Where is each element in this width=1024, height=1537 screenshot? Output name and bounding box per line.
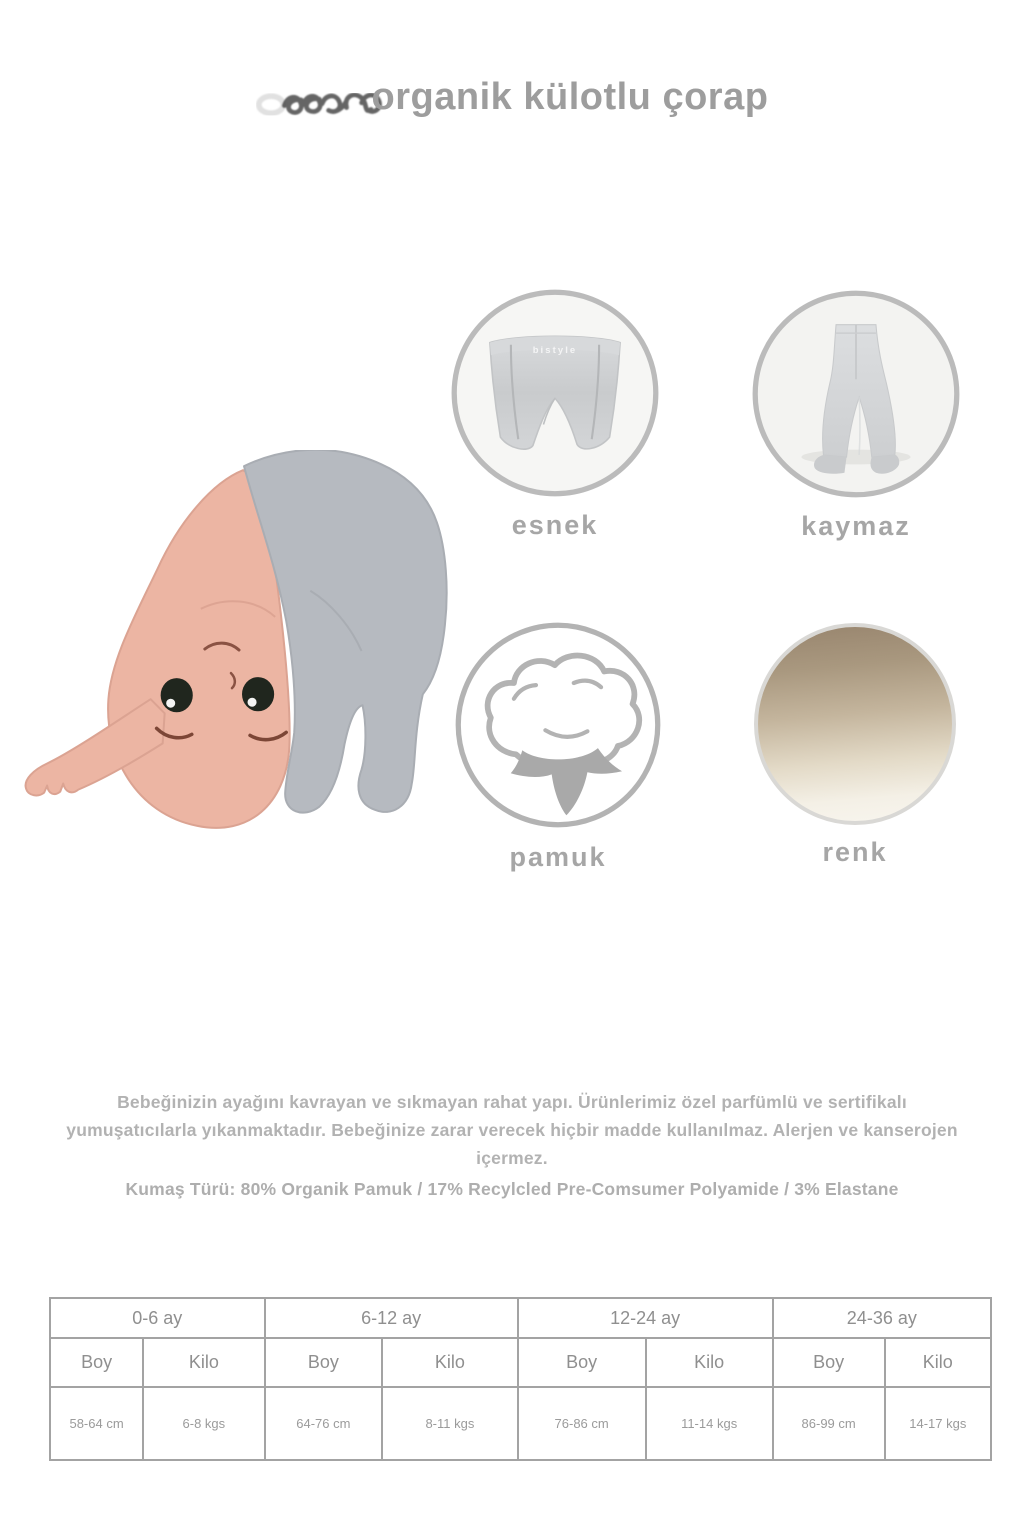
col-header: Boy bbox=[50, 1338, 143, 1387]
redacted-brand-scribble-icon bbox=[256, 76, 388, 124]
size-table bbox=[49, 1297, 992, 1461]
age-group-12-24: 12-24 ay bbox=[518, 1298, 773, 1338]
age-group-0-6: 0-6 ay bbox=[50, 1298, 265, 1338]
values-row bbox=[50, 1387, 991, 1460]
baby-left-eye bbox=[161, 678, 193, 712]
feature-label-kaymaz: kaymaz bbox=[801, 511, 911, 541]
size-value: 76-86 cm bbox=[518, 1387, 646, 1460]
size-value: 14-17 kgs bbox=[885, 1387, 991, 1460]
sub-header-row bbox=[50, 1338, 991, 1387]
eye-highlight bbox=[248, 698, 257, 707]
eye-highlight bbox=[166, 699, 175, 708]
page-title-row bbox=[0, 70, 1024, 124]
age-group-24-36: 24-36 ay bbox=[773, 1298, 991, 1338]
baby-somersault-illustration bbox=[14, 450, 466, 852]
size-value: 6-8 kgs bbox=[143, 1387, 264, 1460]
baby-tights-photo bbox=[751, 289, 961, 499]
waistband-brand-text: bistyle bbox=[532, 345, 578, 357]
color-gradient-swatch bbox=[754, 623, 956, 825]
col-header: Kilo bbox=[646, 1338, 773, 1387]
feature-label-esnek: esnek bbox=[511, 510, 599, 540]
page-title: organik külotlu çorap bbox=[371, 75, 769, 118]
feature-renk bbox=[749, 623, 961, 868]
col-header: Boy bbox=[265, 1338, 383, 1387]
feature-label-pamuk: pamuk bbox=[509, 842, 607, 872]
age-group-row bbox=[50, 1298, 991, 1338]
feature-pamuk bbox=[452, 620, 664, 873]
baby-right-eye bbox=[242, 677, 274, 711]
age-group-6-12: 6-12 ay bbox=[265, 1298, 518, 1338]
col-header: Kilo bbox=[382, 1338, 518, 1387]
tights-waistband-photo bbox=[450, 288, 660, 498]
size-value: 11-14 kgs bbox=[646, 1387, 773, 1460]
col-header: Boy bbox=[773, 1338, 885, 1387]
feature-label-renk: renk bbox=[822, 837, 888, 867]
feature-kaymaz bbox=[750, 289, 962, 542]
size-value: 58-64 cm bbox=[50, 1387, 143, 1460]
cotton-flower-icon bbox=[453, 620, 663, 830]
product-description: Bebeğinizin ayağını kavrayan ve sıkmayan rahat yapı. Ürünlerimiz özel parfümlü ve sertifikalı yumuşatıcılarla yıkanmaktadır. Bebeğinize zarar verecek hiçbir madde kullanılmaz. Alerjen ve kanserojen içermez. bbox=[66, 1092, 958, 1168]
col-header: Kilo bbox=[143, 1338, 264, 1387]
col-header: Boy bbox=[518, 1338, 646, 1387]
size-value: 8-11 kgs bbox=[382, 1387, 518, 1460]
feature-esnek bbox=[449, 288, 661, 541]
size-value: 86-99 cm bbox=[773, 1387, 885, 1460]
col-header: Kilo bbox=[885, 1338, 991, 1387]
size-value: 64-76 cm bbox=[265, 1387, 383, 1460]
fabric-composition: Kumaş Türü: 80% Organik Pamuk / 17% Recylcled Pre-Comsumer Polyamide / 3% Elastane bbox=[125, 1179, 899, 1199]
